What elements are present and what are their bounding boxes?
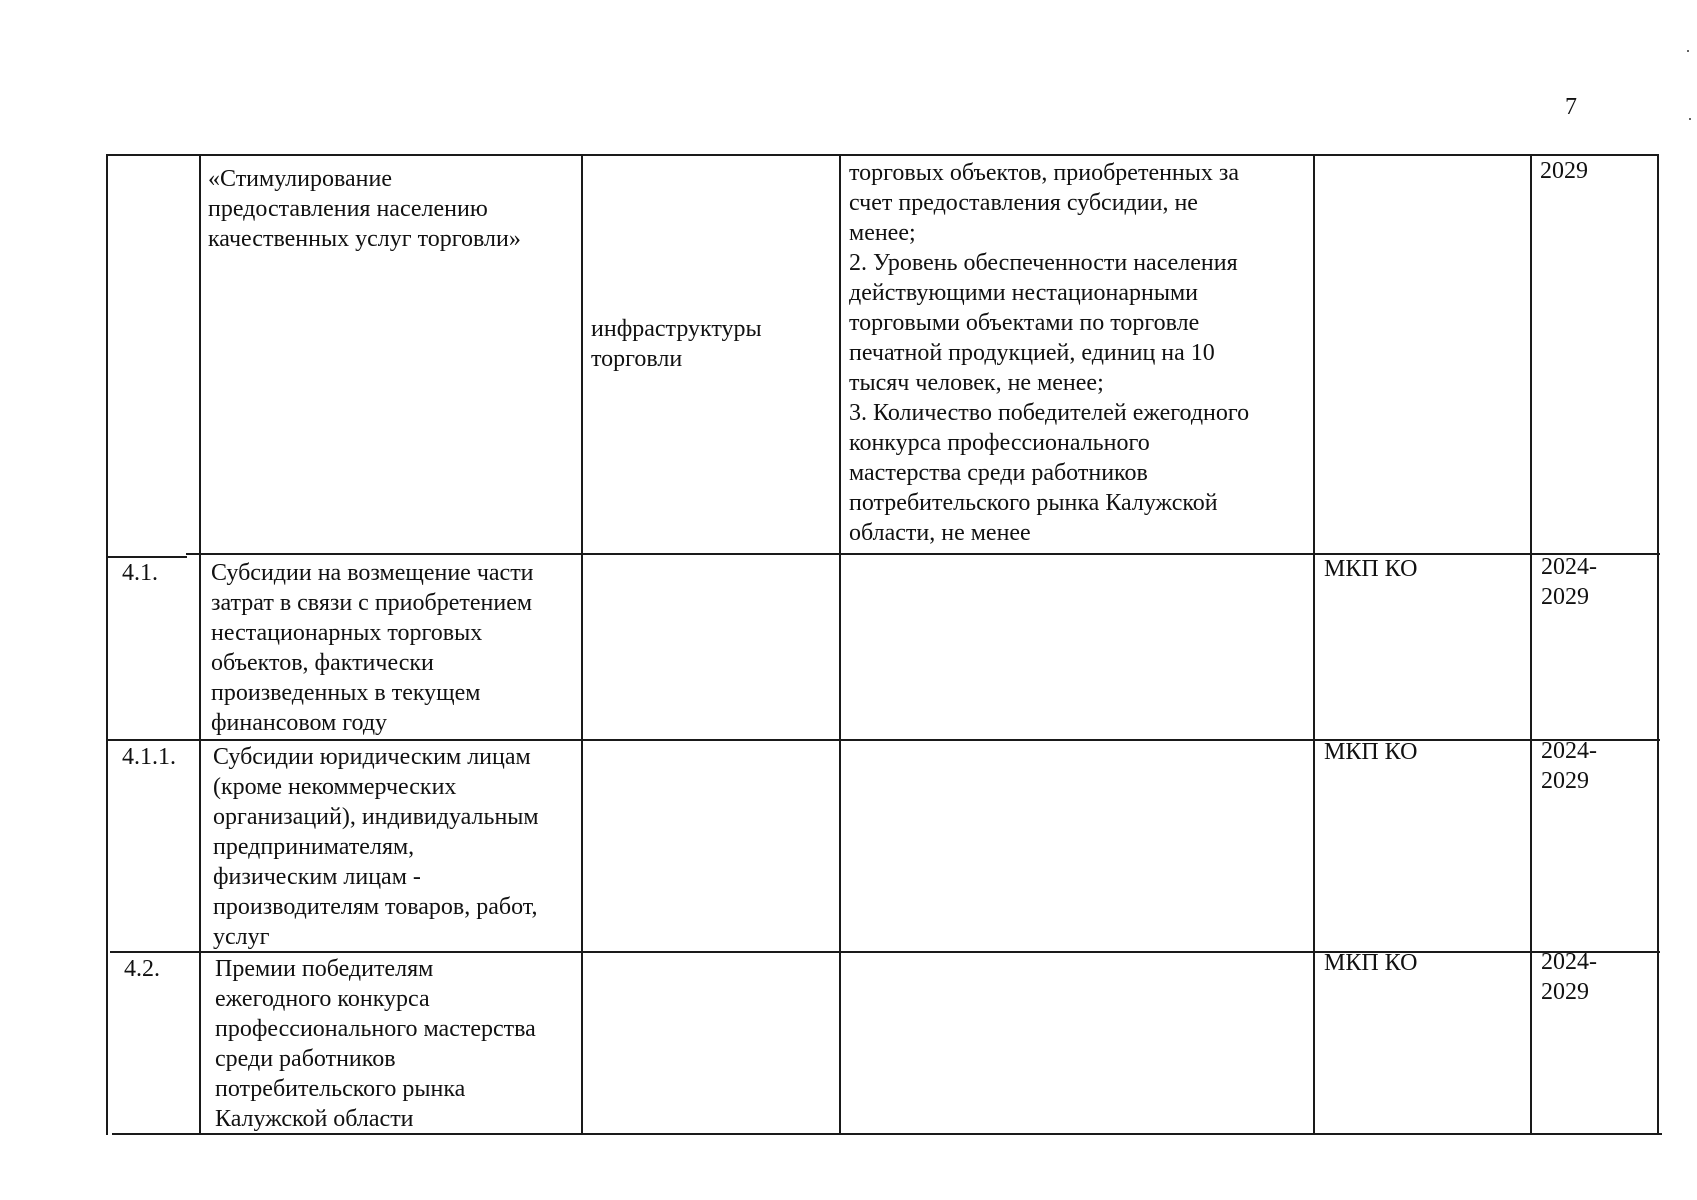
scan-speck [1689, 118, 1691, 120]
table-cell-executor: МКП КО [1324, 950, 1418, 976]
table-cell-period: 2024- 2029 [1541, 554, 1597, 610]
row-divider [108, 739, 1660, 741]
table-cell-indicators: торговых объектов, приобретенных за счет предоставления субсидии, не менее; 2. Уровень обеспеченности населения действующими нестационарными торговыми объектами по торговле печатной продукцией, единиц на 10 тысяч человек, не менее; 3. Количество победителей ежегодного конкурса профессионального мастерства среди работников потребительского рынка Калужской области, не менее [849, 160, 1250, 546]
table-cell-executor: МКП КО [1324, 739, 1418, 765]
table-cell-col3: инфраструктуры торговли [591, 316, 762, 372]
table-cell-name: Субсидии юридическим лицам (кроме некоммерческих организаций), индивидуальным предпринимателям, физическим лицам - производителям товаров, работ, услуг [213, 744, 539, 950]
column-divider [1530, 154, 1532, 1135]
table-border-right [1657, 154, 1659, 1135]
table-cell-period: 2024- 2029 [1541, 949, 1597, 1005]
table-cell-period: 2029 [1540, 158, 1588, 184]
column-divider [1313, 154, 1315, 1135]
table-cell-name: Субсидии на возмещение части затрат в связи с приобретением нестационарных торговых объектов, фактически произведенных в текущем финансовом году [211, 560, 534, 736]
row-divider [186, 553, 1660, 555]
table-border-left [106, 154, 108, 1135]
table-cell-name: Премии победителям ежегодного конкурса профессионального мастерства среди работников потребительского рынка Калужской области [215, 956, 536, 1132]
table-cell-num: 4.1.1. [122, 744, 176, 770]
table-border-top [106, 154, 1659, 156]
table-cell-executor: МКП КО [1324, 556, 1418, 582]
table-cell-period: 2024- 2029 [1541, 738, 1597, 794]
column-divider [199, 154, 201, 1135]
table-cell-name: «Стимулирование предоставления населению качественных услуг торговли» [208, 166, 521, 252]
table-cell-num: 4.1. [122, 560, 158, 586]
scan-speck [1687, 50, 1689, 52]
column-divider [839, 154, 841, 1135]
table-cell-num: 4.2. [124, 956, 160, 982]
column-divider [581, 154, 583, 1135]
page-number: 7 [1565, 94, 1577, 120]
